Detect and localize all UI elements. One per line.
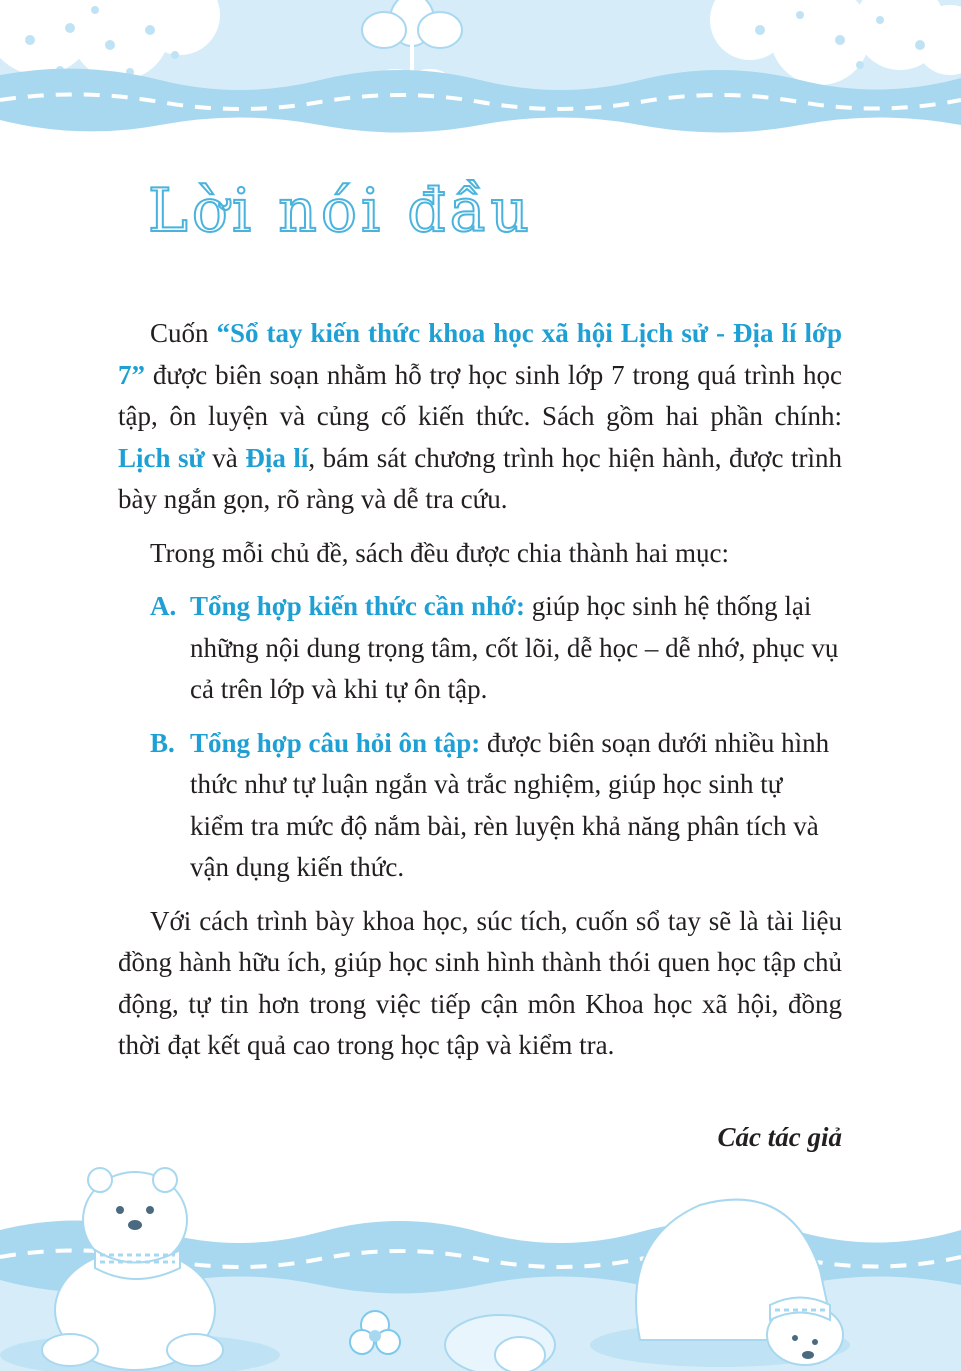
book-title: “Sổ tay kiến thức khoa học xã hội Lịch sử - Địa lí lớp 7”: [118, 318, 842, 390]
item-heading: Tổng hợp câu hỏi ôn tập:: [190, 727, 481, 758]
item-text: được biên soạn dưới nhiều hình thức như tự luận ngắn và trắc nghiệm, giúp học sinh tự kiểm tra mức độ nắm bài, rèn luyện khả năng phân tích và vận dụng kiến thức.: [190, 727, 830, 882]
intro-suffix: , bám sát chương trình học hiện hành, được trình bày ngắn gọn, rõ ràng và dễ tra cứu.: [118, 442, 842, 514]
item-marker: A.: [150, 591, 177, 621]
intro-paragraph: [118, 313, 842, 521]
polar-bear-bending-icon: [636, 1200, 843, 1365]
intro-middle: được biên soạn nhằm hỗ trợ học sinh lớp 7 trong quá trình học tập, ôn luyện và củng cố kiến thức. Sách gồm hai phần chính:: [118, 359, 842, 431]
item-marker: B.: [150, 727, 175, 758]
part-geography: Địa lí: [245, 442, 309, 473]
part-history: Lịch sử: [118, 442, 205, 473]
bottom-decoration: [0, 1110, 961, 1371]
preface-body: [118, 313, 842, 1067]
section-list: [118, 586, 842, 889]
item-heading: Tổng hợp kiến thức cần nhớ:: [190, 591, 525, 621]
list-item: [118, 586, 842, 711]
sections-intro: Trong mỗi chủ đề, sách đều được chia thành hai mục:: [150, 537, 730, 568]
item-text: giúp học sinh hệ thống lại những nội dung trọng tâm, cốt lõi, dễ học – dễ nhớ, phục vụ cả trên lớp và khi tự ôn tập.: [190, 591, 839, 704]
bush-icon: [445, 1315, 555, 1371]
intro-and: và: [204, 442, 246, 473]
closing-paragraph: Với cách trình bày khoa học, súc tích, cuốn sổ tay sẽ là tài liệu đồng hành hữu ích, giúp học sinh hình thành thói quen học tập chủ động, tự tin hơn trong việc tiếp cận môn Khoa học xã hội, đồng thời đạt kết quả cao trong học tập và kiểm tra.: [118, 905, 842, 1060]
signature: Các tác giả: [717, 1122, 842, 1152]
top-decoration: [0, 0, 961, 140]
intro-prefix: Cuốn: [150, 318, 217, 348]
list-item: [118, 723, 842, 889]
page-title: Lời nói đầu: [148, 176, 534, 246]
